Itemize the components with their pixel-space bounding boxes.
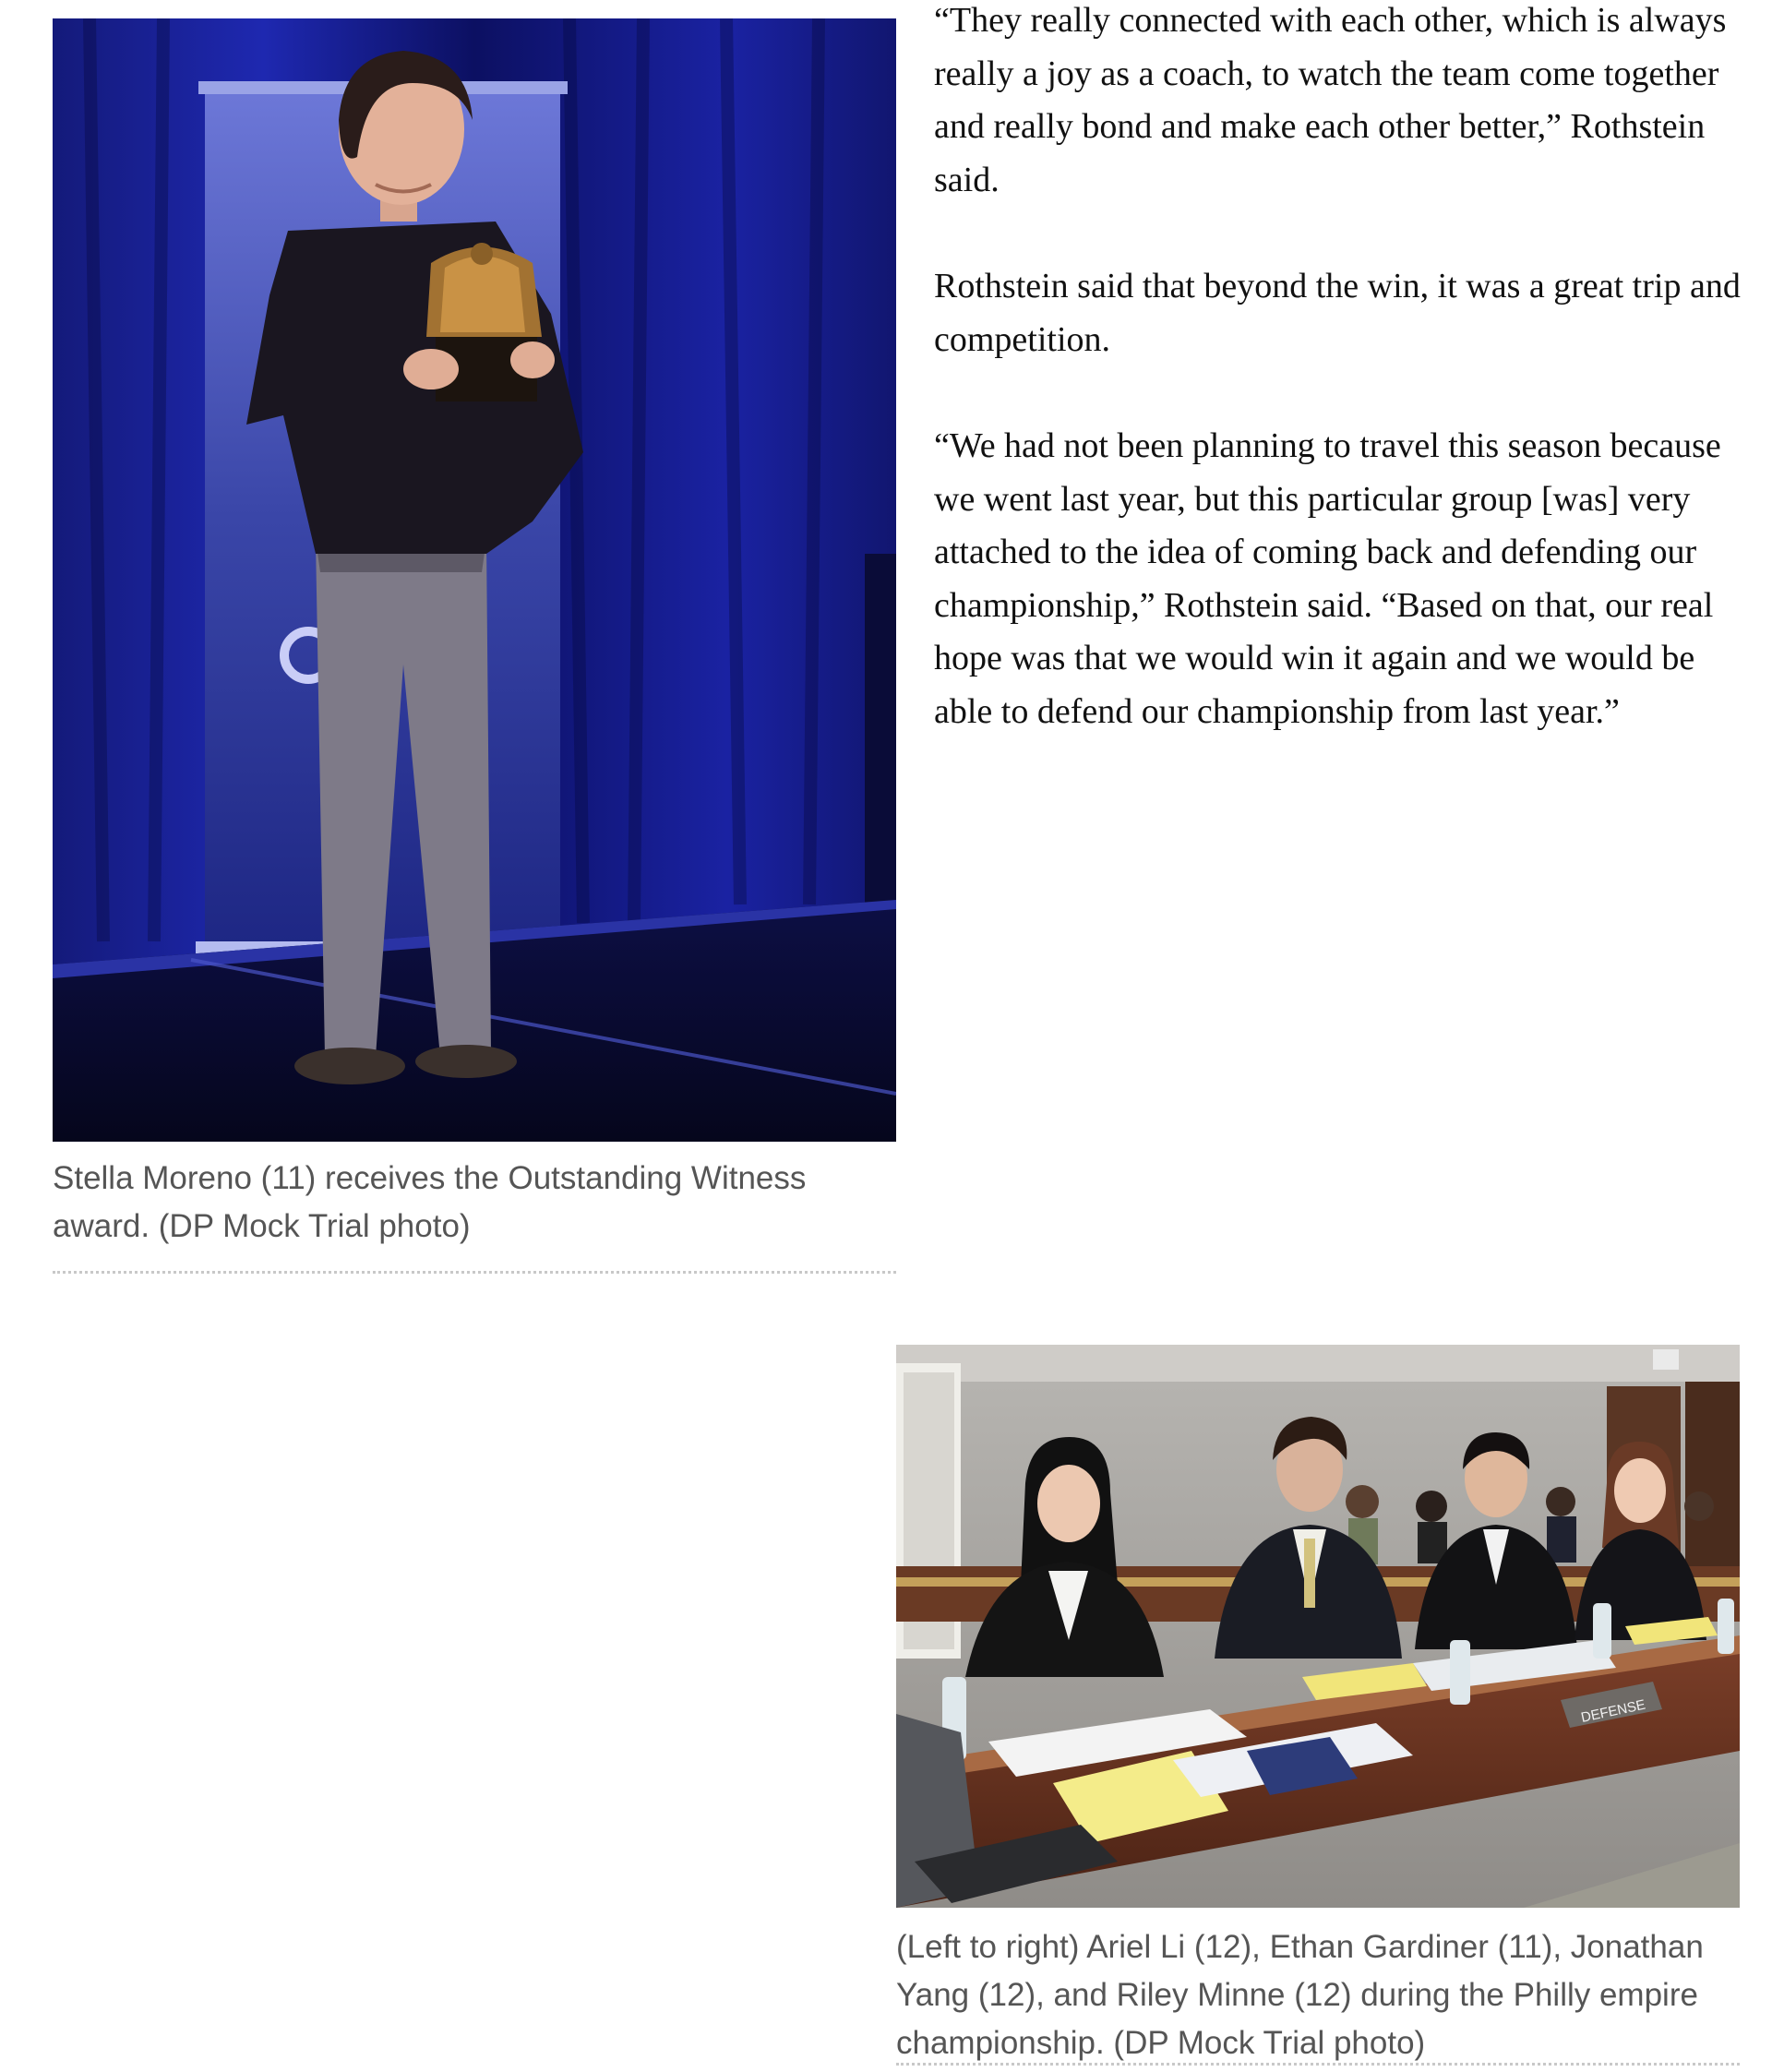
article-body <box>934 0 1746 738</box>
article-paragraph: “They really connected with each other, which is always really a joy as a coach, to watch the team come together and really bond and make each other better,” Rothstein said. <box>934 1 1727 199</box>
award-caption-divider <box>53 1271 896 1274</box>
team-photo-image <box>896 1345 1740 1908</box>
award-photo-image <box>53 18 896 1142</box>
award-photo <box>53 18 896 1142</box>
team-photo <box>896 1345 1740 1908</box>
team-caption-divider <box>896 2063 1740 2066</box>
article-paragraph: Rothstein said that beyond the win, it was a great trip and competition. <box>934 267 1741 359</box>
team-photo-caption: (Left to right) Ariel Li (12), Ethan Gardiner (11), Jonathan Yang (12), and Riley Minne (12) during the Philly empire championship. (DP Mock Trial photo) <box>896 1929 1704 2061</box>
award-photo-caption: Stella Moreno (11) receives the Outstanding Witness award. (DP Mock Trial photo) <box>53 1160 807 1244</box>
article-paragraph: “We had not been planning to travel this season because we went last year, but this particular group [was] very attached to the idea of coming back and defending our championship,” Rothstein said. “Based on that, our real hope was that we would win it again and we would be able to defend our championship from last year.” <box>934 426 1721 731</box>
svg-text:DEFENSE: DEFENSE <box>1579 1696 1647 1726</box>
